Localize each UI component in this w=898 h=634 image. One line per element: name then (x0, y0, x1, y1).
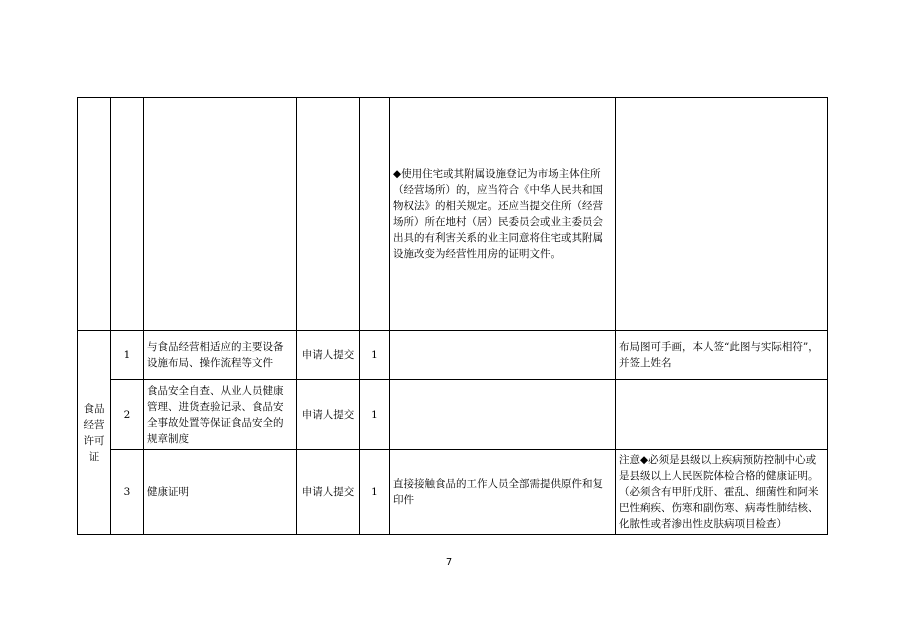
requirements-table (77, 97, 828, 535)
material-cell-empty (144, 98, 297, 331)
number-cell: 2 (111, 380, 144, 450)
table-row (78, 380, 828, 450)
copies-cell: 1 (360, 331, 390, 380)
copies-cell: 1 (360, 450, 390, 535)
remark-cell: 注意◆必须是县级以上疾病预防控制中心或是县级以上人民医院体检合格的健康证明。（必须含有甲肝戊肝、霍乱、细菌性和阿米巴性痢疾、伤寒和副伤寒、病毒性肺结核、化脓性或者渗出性皮肤病项目检查） (616, 450, 828, 535)
table-row-continuation (78, 98, 828, 331)
table-row (78, 331, 828, 380)
number-cell-empty (111, 98, 144, 331)
material-cell: 食品安全自查、从业人员健康管理、进货查验记录、食品安全事故处置等保证食品安全的规章制度 (144, 380, 297, 450)
material-cell: 与食品经营相适应的主要设备设施布局、操作流程等文件 (144, 331, 297, 380)
number-cell: 3 (111, 450, 144, 535)
copies-cell: 1 (360, 380, 390, 450)
condition-cell: ◆使用住宅或其附属设施登记为市场主体住所（经营场所）的，应当符合《中华人民共和国物权法》的相关规定。还应当提交住所（经营场所）所在地村（居）民委员会或业主委员会出具的有利害关系的业主同意将住宅或其附属设施改变为经营性用房的证明文件。 (390, 98, 616, 331)
remark-cell: 布局图可手画，本人签“此图与实际相符”，并签上姓名 (616, 331, 828, 380)
source-cell-empty (297, 98, 360, 331)
source-cell: 申请人提交 (297, 450, 360, 535)
source-cell: 申请人提交 (297, 380, 360, 450)
copies-cell-empty (360, 98, 390, 331)
condition-cell: 直接接触食品的工作人员全部需提供原件和复印件 (390, 450, 616, 535)
remark-cell-empty (616, 98, 828, 331)
source-cell: 申请人提交 (297, 331, 360, 380)
remark-cell (616, 380, 828, 450)
condition-cell (390, 380, 616, 450)
material-cell: 健康证明 (144, 450, 297, 535)
table-row (78, 450, 828, 535)
number-cell: 1 (111, 331, 144, 380)
condition-cell (390, 331, 616, 380)
category-cell: 食品经营许可证 (78, 331, 111, 535)
page-number: 7 (445, 557, 453, 568)
category-cell-empty (78, 98, 111, 331)
